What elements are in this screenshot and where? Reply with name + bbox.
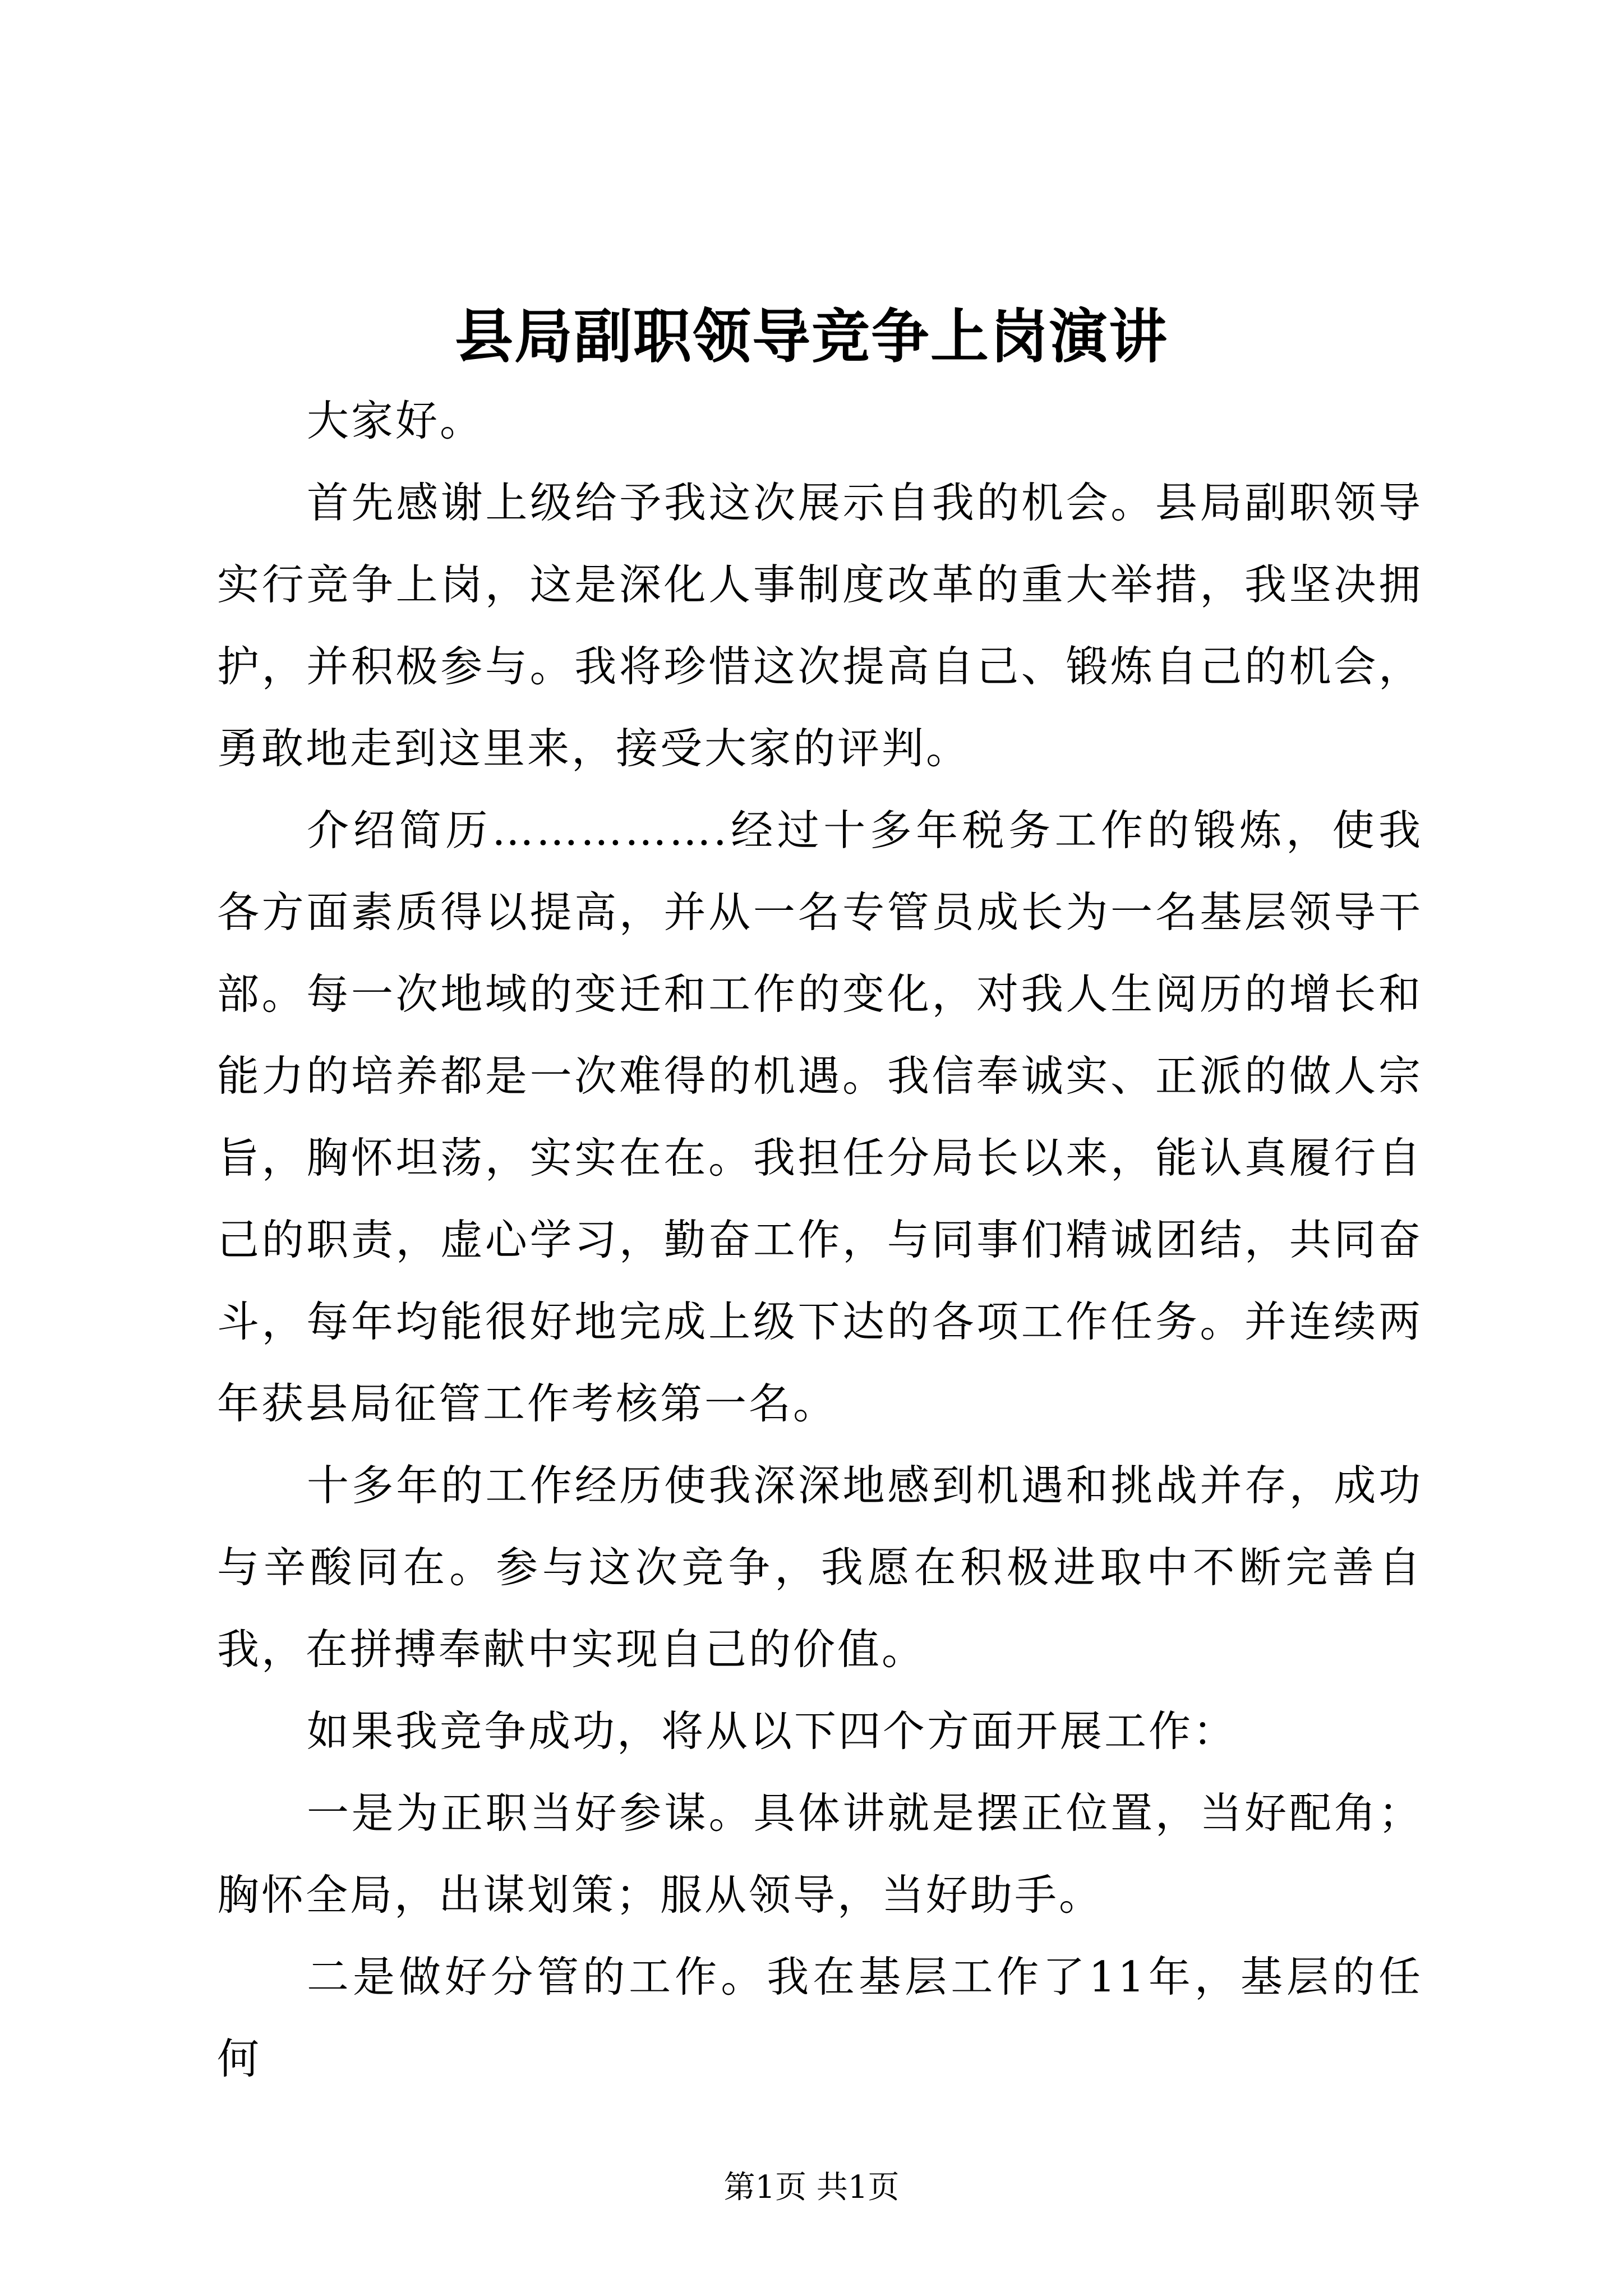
document-title: 县局副职领导竞争上岗演讲 xyxy=(454,302,1168,371)
paragraph-plan-intro: 如果我竞争成功，将从以下四个方面开展工作： xyxy=(307,1706,1238,1756)
paragraph-resume: 介绍简历…………….经过十多年税务工作的锻炼，使我各方面素质得以提高，并从一名专管员成长为一名基层领导干部。每一次地域的变迁和工作的变化，对我人生阅历的增长和能力的培养都是一次难得的机遇。我信奉诚实、正派的做人宗旨，胸怀坦荡，实实在在。我担任分局长以来，能认真履行自己的职责，虚心学习，勤奋工作，与同事们精诚团结，共同奋斗，每年均能很好地完成上级下达的各项工作任务。并连续两年获县局征管工作考核第一名。 xyxy=(217,806,1423,1428)
paragraph-plan-two: 二是做好分管的工作。我在基层工作了11年，基层的任何 xyxy=(217,1952,1423,2083)
paragraph-thanks: 首先感谢上级给予我这次展示自我的机会。县局副职领导实行竞争上岗，这是深化人事制度改革的重大举措，我坚决拥护，并积极参与。我将珍惜这次提高自己、锻炼自己的机会，勇敢地走到这里来，接受大家的评判。 xyxy=(217,478,1423,773)
document-body xyxy=(217,380,1423,2100)
page-footer: 第1页 共1页 xyxy=(723,2169,900,2206)
paragraph-plan-one: 一是为正职当好参谋。具体讲就是摆正位置，当好配角；胸怀全局，出谋划策；服从领导，当好助手。 xyxy=(217,1788,1423,1920)
paragraph-experience: 十多年的工作经历使我深深地感到机遇和挑战并存，成功与辛酸同在。参与这次竞争，我愿在积极进取中不断完善自我，在拼搏奉献中实现自己的价值。 xyxy=(217,1461,1423,1674)
paragraph-greeting: 大家好。 xyxy=(307,396,485,445)
